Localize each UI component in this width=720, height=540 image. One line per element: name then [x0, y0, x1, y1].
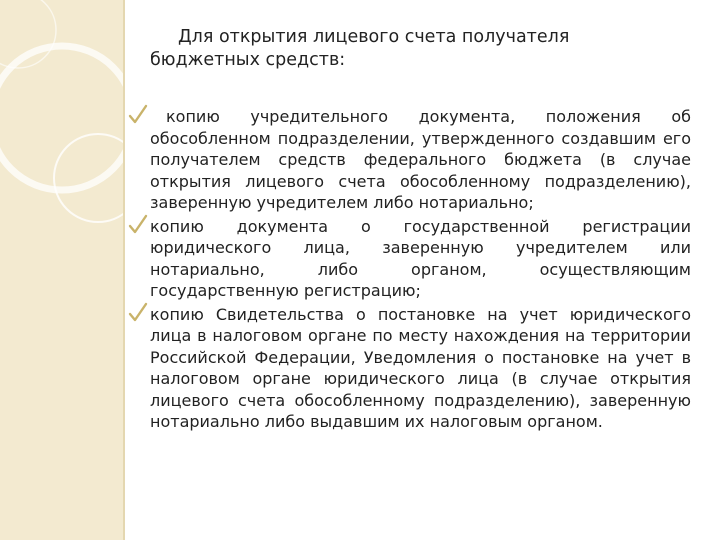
document-list [150, 106, 691, 433]
list-item [150, 304, 691, 433]
side-band-divider [123, 0, 125, 540]
list-item-text: копию Свидетельства о постановке на учет юридического лица в налоговом органе по месту нахождения на территории Российской Федерации, Уведомления о постановке на учет в налоговом органе юридического лица (в случае открытия лицевого счета обособленному подразделению), заверенную нотариально либо выдавшим их налоговым органом. [150, 304, 691, 431]
checkmark-icon [128, 104, 148, 126]
list-item-text: копию учредительного документа, положения об обособленном подразделении, утвержденного создавшим его получателем средств федерального бюджета (в случае открытия лицевого счета обособленному подразделению), заверенную учредителем либо нотариально; [150, 107, 691, 212]
list-item [150, 216, 691, 302]
title-line-1: Для открытия лицевого счета получателя [178, 27, 570, 47]
slide-title [150, 26, 670, 72]
decorative-circles-icon [0, 0, 123, 540]
checkmark-icon [128, 214, 148, 236]
checkmark-icon [128, 302, 148, 324]
list-item [150, 106, 691, 214]
list-item-text: копию документа о государственной регистрации юридического лица, заверенную учредителем или нотариально, либо органом, осуществляющим государственную регистрацию; [150, 216, 691, 300]
title-line-2: бюджетных средств: [150, 50, 346, 70]
decorative-side-band [0, 0, 123, 540]
